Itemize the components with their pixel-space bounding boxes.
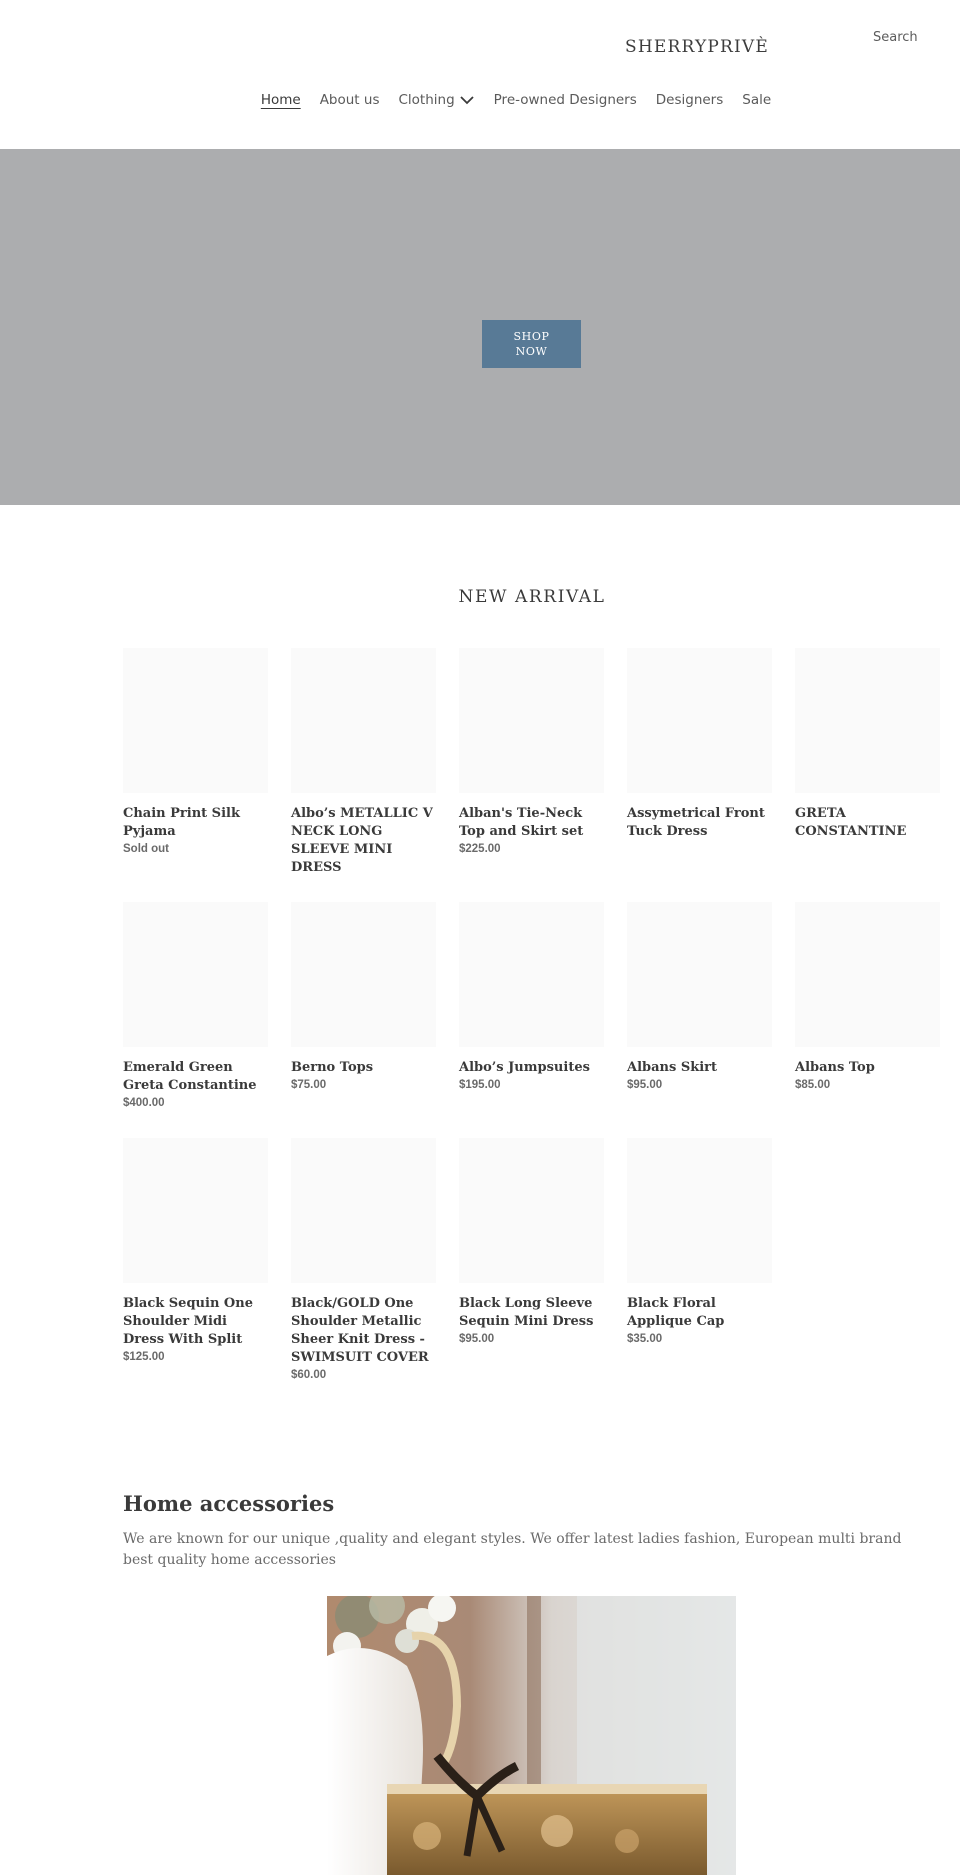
product-image[interactable]	[291, 1138, 436, 1283]
product-image[interactable]	[123, 902, 268, 1047]
home-accessories-image	[327, 1596, 736, 1875]
product-image[interactable]	[795, 902, 940, 1047]
nav-item-pre-owned-designers[interactable]: Pre-owned Designers	[493, 92, 637, 108]
product-image[interactable]	[291, 902, 436, 1047]
product-image[interactable]	[627, 648, 772, 793]
nav-item-designers[interactable]: Designers	[655, 92, 724, 108]
nav-item-home[interactable]: Home	[260, 92, 301, 108]
product-card[interactable]	[291, 648, 436, 879]
product-name[interactable]: Albo’s Jumpsuites	[459, 1060, 590, 1075]
product-name[interactable]: GRETA CONSTANTINE	[795, 806, 907, 839]
product-price: $85.00	[795, 1079, 831, 1091]
new-arrival-title: NEW ARRIVAL	[458, 587, 606, 607]
product-price: $95.00	[627, 1079, 663, 1091]
search-link[interactable]: Search	[873, 30, 918, 45]
product-name[interactable]: Albans Top	[795, 1060, 875, 1075]
product-price: $35.00	[627, 1333, 663, 1345]
chevron-down-icon	[459, 92, 475, 108]
product-name[interactable]: Emerald Green Greta Constantine	[123, 1060, 257, 1093]
nav-item-about-us[interactable]: About us	[319, 92, 380, 108]
site-logo[interactable]: SHERRYPRIVÈ	[625, 37, 770, 57]
site-header	[0, 0, 960, 149]
product-price: $125.00	[123, 1351, 165, 1363]
nav-item-clothing[interactable]	[398, 92, 474, 108]
product-name[interactable]: Black Sequin One Shoulder Midi Dress With Split	[123, 1296, 253, 1347]
shop-now-button[interactable]	[482, 320, 581, 368]
product-image[interactable]	[459, 648, 604, 793]
product-price: $195.00	[459, 1079, 501, 1091]
product-name[interactable]: Chain Print Silk Pyjama	[123, 806, 240, 839]
product-price: Sold out	[123, 843, 169, 855]
product-card[interactable]	[795, 648, 940, 843]
product-image[interactable]	[459, 902, 604, 1047]
product-image[interactable]	[123, 648, 268, 793]
product-name[interactable]: Black/GOLD One Shoulder Metallic Sheer Knit Dress - SWIMSUIT COVER	[291, 1296, 429, 1365]
product-image[interactable]	[123, 1138, 268, 1283]
product-name[interactable]: Black Long Sleeve Sequin Mini Dress	[459, 1296, 594, 1329]
product-name[interactable]: Black Floral Applique Cap	[627, 1296, 725, 1329]
product-name[interactable]: Berno Tops	[291, 1060, 374, 1075]
product-image[interactable]	[795, 648, 940, 793]
product-card[interactable]	[459, 902, 604, 1091]
product-image[interactable]	[627, 902, 772, 1047]
nav-item-sale[interactable]: Sale	[742, 92, 772, 108]
product-price: $75.00	[291, 1079, 327, 1091]
product-price: $95.00	[459, 1333, 495, 1345]
product-card[interactable]	[459, 1138, 604, 1345]
product-image[interactable]	[627, 1138, 772, 1283]
product-name[interactable]: Alban's Tie-Neck Top and Skirt set	[459, 806, 584, 839]
product-card[interactable]	[123, 902, 268, 1109]
product-card[interactable]	[627, 1138, 772, 1345]
product-card[interactable]	[291, 1138, 436, 1381]
product-name[interactable]: Albans Skirt	[627, 1060, 718, 1075]
product-card[interactable]	[627, 648, 772, 843]
main-nav	[0, 92, 960, 108]
home-accessories-description: We are known for our unique ,quality and elegant styles. We offer latest ladies fashion, European multi brand best quality home accessories	[123, 1531, 902, 1568]
shop-now-label-line1: SHOP	[513, 330, 550, 343]
nav-item-clothing-label: Clothing	[398, 92, 455, 108]
product-price: $60.00	[291, 1369, 327, 1381]
product-card[interactable]	[459, 648, 604, 855]
product-card[interactable]	[123, 1138, 268, 1363]
product-image[interactable]	[459, 1138, 604, 1283]
home-accessories-title: Home accessories	[123, 1491, 335, 1516]
product-card[interactable]	[123, 648, 268, 855]
hero-banner	[0, 149, 960, 505]
product-price: $400.00	[123, 1097, 165, 1109]
product-image[interactable]	[291, 648, 436, 793]
product-card[interactable]	[795, 902, 940, 1091]
product-name[interactable]: Assymetrical Front Tuck Dress	[627, 806, 765, 839]
product-card[interactable]	[627, 902, 772, 1091]
shop-now-label-line2: NOW	[515, 345, 548, 358]
product-card[interactable]	[291, 902, 436, 1091]
product-price: $225.00	[459, 843, 501, 855]
product-name[interactable]: Albo’s METALLIC V NECK LONG SLEEVE MINI DRESS	[291, 806, 433, 875]
